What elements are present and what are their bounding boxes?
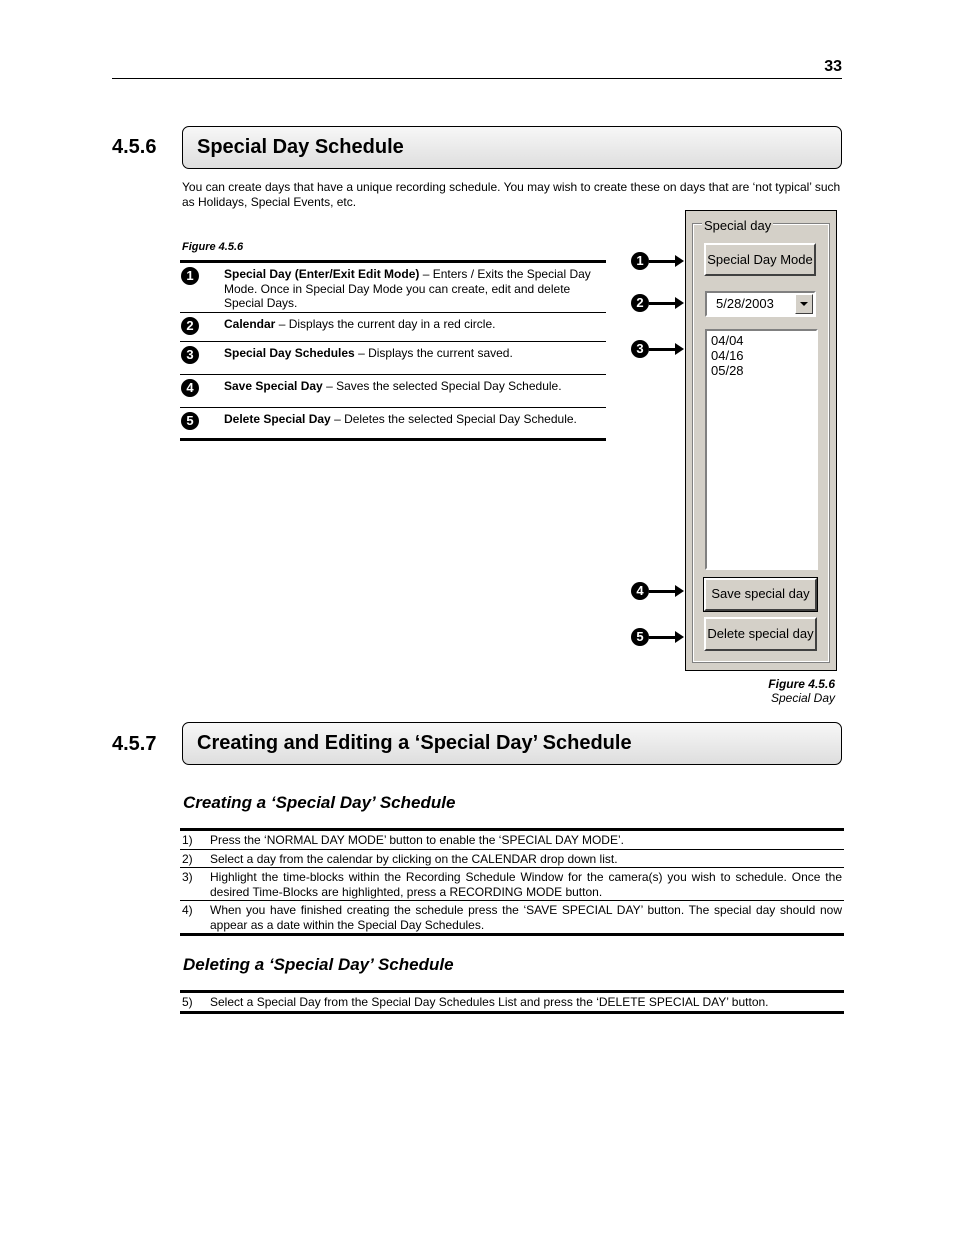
callout-arrow: [631, 582, 687, 602]
definition-term: Special Day Schedules: [224, 346, 355, 360]
callout-arrow: [631, 252, 687, 272]
step-number: 4): [182, 903, 193, 917]
figure-label: Figure 4.5.6: [182, 241, 244, 253]
page-number: 33: [824, 58, 842, 75]
definition-term: Delete Special Day: [224, 412, 331, 426]
caption-label: Figure 4.5.6: [768, 677, 835, 691]
definition-desc: – Displays the current saved.: [354, 346, 513, 360]
definition-row: [180, 313, 606, 342]
section-number: 4.5.7: [112, 733, 157, 755]
step-row: [180, 850, 844, 869]
definition-desc: – Enters / Exits the Special Day Mode. Once in Special Day Mode you can create, edit and delete Special Days.: [224, 267, 591, 310]
definition-table: [180, 260, 606, 441]
delete-special-day-button[interactable]: Delete special day: [704, 617, 817, 651]
number-badge: 4: [631, 582, 649, 600]
step-number: 2): [182, 851, 193, 866]
callout-arrow: [631, 294, 687, 314]
definition-desc: – Deletes the selected Special Day Schedule.: [330, 412, 577, 426]
definition-term: Calendar: [224, 317, 276, 331]
number-badge: 1: [631, 252, 649, 270]
chevron-down-icon[interactable]: [795, 294, 813, 314]
definition-row: [180, 375, 606, 408]
figure-caption: [700, 677, 835, 705]
subsection-heading: Creating a ‘Special Day’ Schedule: [183, 793, 456, 812]
definition-desc: – Saves the selected Special Day Schedule.: [322, 379, 562, 393]
list-item[interactable]: 04/16: [711, 348, 744, 363]
section-number: 4.5.6: [112, 136, 157, 158]
step-text: Press the ‘NORMAL DAY MODE’ button to enable the ‘SPECIAL DAY MODE’.: [210, 833, 624, 847]
definition-desc: – Displays the current day in a red circle.: [275, 317, 496, 331]
list-item[interactable]: 05/28: [711, 363, 744, 378]
section-title: Creating and Editing a ‘Special Day’ Schedule: [197, 732, 632, 754]
step-text: Select a Special Day from the Special Day Schedules List and press the ‘DELETE SPECIAL DAY’ button.: [210, 995, 769, 1009]
caption-text: Special Day: [770, 691, 835, 705]
definition-row: [180, 408, 606, 438]
number-badge: 2: [631, 294, 649, 312]
number-badge: 3: [181, 346, 199, 364]
section-title-box: [182, 126, 842, 169]
number-badge: 2: [181, 317, 199, 335]
special-day-mode-button[interactable]: Special Day Mode: [704, 243, 816, 276]
number-badge: 5: [181, 412, 199, 430]
list-item[interactable]: 04/04: [711, 333, 744, 348]
calendar-dropdown[interactable]: [705, 291, 816, 317]
number-badge: 1: [181, 267, 199, 285]
step-row: [180, 901, 844, 933]
definition-row: [180, 263, 606, 313]
special-day-schedules-list[interactable]: [705, 329, 818, 570]
intro-paragraph: You can create days that have a unique recording schedule. You may wish to create these on days that are ‘not typical’ such as Holidays, Special Events, etc.: [182, 180, 841, 209]
step-row: [180, 993, 844, 1011]
save-special-day-button[interactable]: Save special day: [704, 578, 817, 611]
header-rule: [112, 78, 842, 79]
definition-row: [180, 342, 606, 375]
step-number: 1): [182, 833, 193, 847]
step-row: [180, 831, 844, 850]
step-text: Highlight the time-blocks within the Recording Schedule Window for the camera(s) you wish to schedule. Once the desired Time-Blocks are highlighted, press a RECORDING MODE button.: [210, 870, 842, 899]
callout-arrow: [631, 340, 687, 360]
definition-term: Save Special Day: [224, 379, 323, 393]
step-number: 5): [182, 995, 193, 1009]
special-day-panel: [685, 210, 837, 671]
definition-term: Special Day (Enter/Exit Edit Mode): [224, 267, 420, 281]
number-badge: 3: [631, 340, 649, 358]
calendar-date-value: 5/28/2003: [716, 296, 774, 311]
steps-table: [180, 828, 844, 936]
number-badge: 5: [631, 628, 649, 646]
section-title: Special Day Schedule: [197, 136, 404, 158]
callout-arrow: [631, 628, 687, 648]
steps-table: [180, 990, 844, 1014]
step-row: [180, 868, 844, 901]
section-title-box: [182, 722, 842, 765]
step-text: Select a day from the calendar by clicking on the CALENDAR drop down list.: [210, 851, 618, 866]
subsection-heading: Deleting a ‘Special Day’ Schedule: [183, 955, 454, 974]
number-badge: 4: [181, 379, 199, 397]
groupbox-label: Special day: [704, 218, 772, 233]
step-number: 3): [182, 870, 193, 884]
step-text: When you have finished creating the schedule press the ‘SAVE SPECIAL DAY’ button. The special day should now appear as a date within the Special Day Schedules.: [210, 903, 842, 932]
